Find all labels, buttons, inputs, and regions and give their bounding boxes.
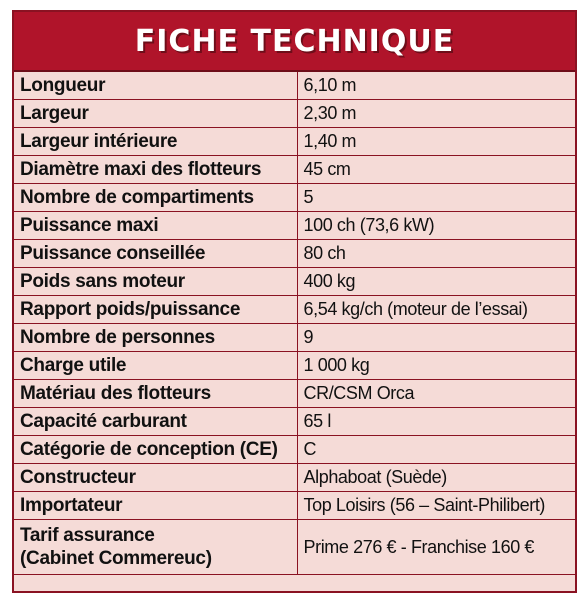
table-row xyxy=(14,184,575,212)
spec-value-importateur: Top Loisirs (56 – Saint-Philibert) xyxy=(297,492,575,520)
spec-value-carburant: 65 l xyxy=(297,408,575,436)
spec-label-largeur: Largeur xyxy=(14,100,297,128)
spec-value-categorie: C xyxy=(297,436,575,464)
spec-label-personnes: Nombre de personnes xyxy=(14,324,297,352)
spec-label-tarif-assurance xyxy=(14,520,297,575)
table-row xyxy=(14,72,575,100)
spec-label-carburant: Capacité carburant xyxy=(14,408,297,436)
spec-label-importateur: Importateur xyxy=(14,492,297,520)
table-row xyxy=(14,212,575,240)
sheet-title: FICHE TECHNIQUE xyxy=(134,23,455,59)
spec-value-tarif-assurance: Prime 276 € - Franchise 160 € xyxy=(297,520,575,575)
table-row xyxy=(14,296,575,324)
spec-value-personnes: 9 xyxy=(297,324,575,352)
spec-label-categorie: Catégorie de conception (CE) xyxy=(14,436,297,464)
spec-label-line: (Cabinet Commereuc) xyxy=(20,548,212,569)
header-banner xyxy=(14,12,575,72)
spec-label-materiau: Matériau des flotteurs xyxy=(14,380,297,408)
table-row xyxy=(14,268,575,296)
spec-label-largeur-interieure: Largeur intérieure xyxy=(14,128,297,156)
spec-value-compartiments: 5 xyxy=(297,184,575,212)
spec-value-largeur-interieure: 1,40 m xyxy=(297,128,575,156)
table-row xyxy=(14,464,575,492)
spec-value-rapport: 6,54 kg/ch (moteur de l’essai) xyxy=(297,296,575,324)
table-row xyxy=(14,128,575,156)
spec-value-puissance-conseillee: 80 ch xyxy=(297,240,575,268)
spec-value-largeur: 2,30 m xyxy=(297,100,575,128)
table-row xyxy=(14,520,575,575)
spec-value-charge: 1 000 kg xyxy=(297,352,575,380)
spec-label-line: Tarif assurance xyxy=(20,525,155,546)
spec-value-longueur: 6,10 m xyxy=(297,72,575,100)
spec-value-diametre-flotteurs: 45 cm xyxy=(297,156,575,184)
spec-label-longueur: Longueur xyxy=(14,72,297,100)
table-row xyxy=(14,380,575,408)
spec-value-poids: 400 kg xyxy=(297,268,575,296)
spec-label-puissance-conseillee: Puissance conseillée xyxy=(14,240,297,268)
spec-label-poids: Poids sans moteur xyxy=(14,268,297,296)
spec-label-compartiments: Nombre de compartiments xyxy=(14,184,297,212)
spec-label-charge: Charge utile xyxy=(14,352,297,380)
spec-label-diametre-flotteurs: Diamètre maxi des flotteurs xyxy=(14,156,297,184)
table-row xyxy=(14,492,575,520)
table-row xyxy=(14,408,575,436)
table-row xyxy=(14,100,575,128)
spec-value-materiau: CR/CSM Orca xyxy=(297,380,575,408)
spec-value-puissance-maxi: 100 ch (73,6 kW) xyxy=(297,212,575,240)
spec-label-rapport: Rapport poids/puissance xyxy=(14,296,297,324)
spec-sheet xyxy=(12,10,577,593)
spec-label-puissance-maxi: Puissance maxi xyxy=(14,212,297,240)
table-row xyxy=(14,352,575,380)
spec-value-constructeur: Alphaboat (Suède) xyxy=(297,464,575,492)
table-row xyxy=(14,156,575,184)
spec-label-constructeur: Constructeur xyxy=(14,464,297,492)
table-row xyxy=(14,324,575,352)
spec-table xyxy=(14,72,575,575)
table-row xyxy=(14,240,575,268)
table-row xyxy=(14,436,575,464)
